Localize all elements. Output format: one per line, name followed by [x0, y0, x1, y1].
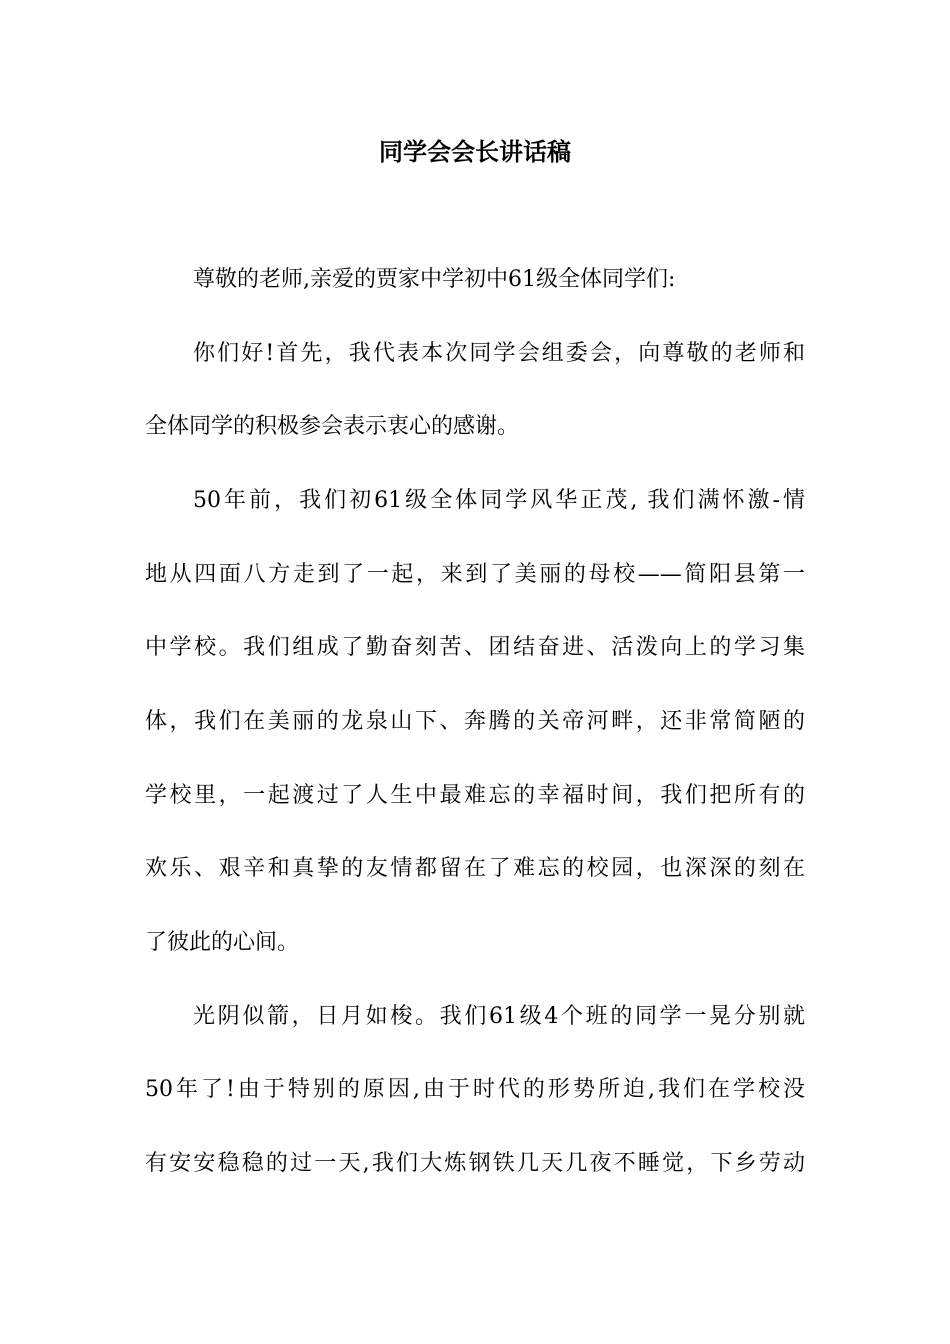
paragraph-line: 50年了!由于特别的原因,由于时代的形势所迫,我们在学校没: [145, 1077, 805, 1102]
paragraph-line: 学校里，一起渡过了人生中最难忘的幸福时间，我们把所有的: [145, 783, 805, 808]
paragraph-line: 中学校。我们组成了勤奋刻苦、团结奋进、活泼向上的学习集: [145, 635, 805, 660]
paragraph-line: 地从四面八方走到了一起，来到了美丽的母校——简阳县第一: [145, 562, 805, 587]
paragraph-line: 了彼此的心间。: [145, 930, 300, 955]
page-title: 同学会会长讲话稿: [379, 138, 571, 166]
paragraph-line: 50年前，我们初61级全体同学风华正茂, 我们满怀激-情: [193, 488, 805, 513]
paragraph-line: 全体同学的积极参会表示衷心的感谢。: [145, 414, 520, 439]
salutation-line: 尊敬的老师,亲爱的贾家中学初中61级全体同学们:: [193, 267, 676, 292]
paragraph-line: 有安安稳稳的过一天,我们大炼钢铁几天几夜不睡觉，下乡劳动: [145, 1151, 805, 1176]
paragraph-line: 欢乐、艰辛和真挚的友情都留在了难忘的校园，也深深的刻在: [145, 856, 805, 881]
paragraph-line: 光阴似箭，日月如梭。我们61级4个班的同学一晃分别就: [193, 1004, 805, 1029]
paragraph-line: 你们好!首先，我代表本次同学会组委会，向尊敬的老师和: [193, 341, 805, 366]
paragraph-line: 体，我们在美丽的龙泉山下、奔腾的关帝河畔，还非常简陋的: [145, 709, 805, 734]
